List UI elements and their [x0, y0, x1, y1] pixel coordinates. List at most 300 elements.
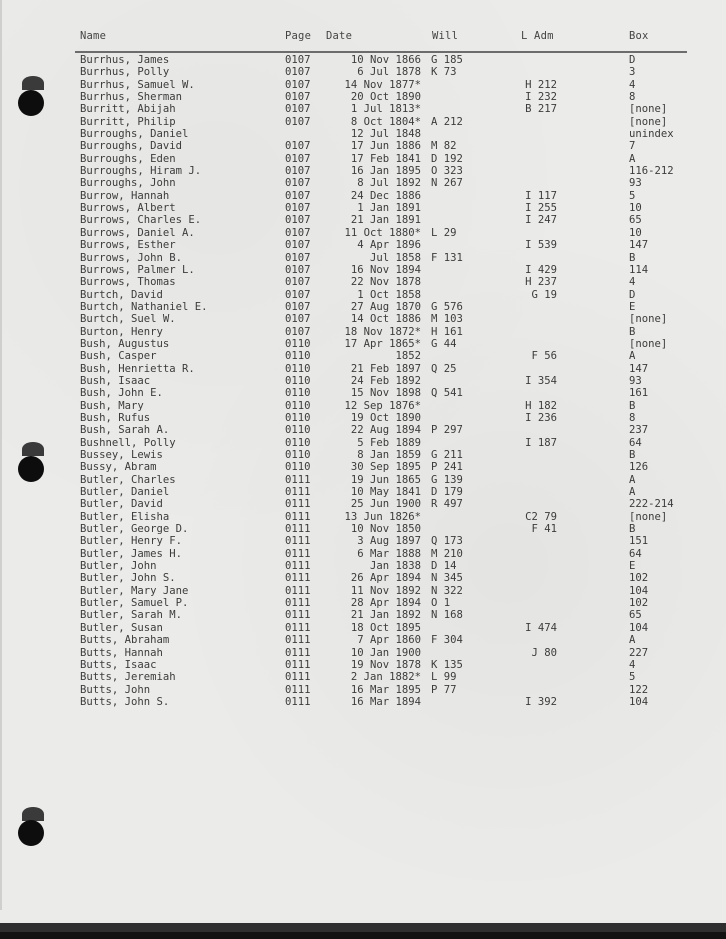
punch-hole-icon — [18, 90, 44, 116]
table-row — [80, 140, 700, 152]
cell-name: Bush, Mary — [80, 399, 144, 412]
cell-date: 11 Oct 1880* — [344, 226, 421, 239]
cell-box: 4 — [629, 78, 636, 91]
cell-date: 30 Sep 1895 — [350, 461, 421, 474]
cell-box: E — [629, 300, 636, 313]
cell-box: 65 — [629, 609, 642, 622]
cell-box: 147 — [629, 362, 649, 375]
cell-will: N 345 — [431, 572, 463, 585]
table-row — [80, 424, 700, 436]
cell-l-adm: G 19 — [531, 288, 557, 301]
cell-box: 4 — [629, 276, 636, 289]
table-row — [80, 289, 700, 301]
cell-date: 21 Feb 1897 — [350, 362, 421, 375]
cell-box: D — [629, 54, 636, 66]
table-row — [80, 572, 700, 584]
cell-page: 0111 — [285, 560, 311, 573]
cell-box: 10 — [629, 202, 642, 215]
cell-date: 19 Oct 1890 — [350, 411, 421, 424]
cell-will: G 44 — [431, 337, 457, 350]
cell-l-adm: I 429 — [525, 263, 557, 276]
cell-l-adm: I 187 — [525, 436, 557, 449]
table-row — [80, 597, 700, 609]
cell-page: 0110 — [285, 461, 311, 474]
cell-date: 14 Oct 1886 — [350, 313, 421, 326]
cell-name: Butler, Daniel — [80, 486, 170, 499]
cell-page: 0107 — [285, 325, 311, 338]
cell-will: M 103 — [431, 313, 463, 326]
cell-l-adm: I 392 — [525, 695, 557, 708]
cell-name: Burtch, David — [80, 288, 163, 301]
cell-name: Bussy, Abram — [80, 461, 157, 474]
cell-box: A — [629, 473, 636, 486]
cell-page: 0107 — [285, 263, 311, 276]
cell-page: 0111 — [285, 609, 311, 622]
cell-page: 0110 — [285, 424, 311, 437]
cell-name: Bush, Isaac — [80, 374, 151, 387]
cell-will: K 135 — [431, 658, 463, 671]
table-row — [80, 585, 700, 597]
cell-l-adm: I 354 — [525, 374, 557, 387]
table-row — [80, 548, 700, 560]
cell-date: 16 Jan 1895 — [350, 165, 421, 178]
cell-page: 0110 — [285, 362, 311, 375]
cell-will: G 576 — [431, 300, 463, 313]
bottom-edge-shadow — [0, 923, 726, 932]
column-header-date: Date — [326, 30, 353, 42]
cell-box: 93 — [629, 177, 642, 190]
cell-will: D 14 — [431, 560, 457, 573]
cell-l-adm: J 80 — [531, 646, 557, 659]
cell-date: 8 Jan 1859 — [357, 449, 421, 461]
cell-name: Butler, Mary Jane — [80, 584, 189, 597]
cell-box: 151 — [629, 535, 649, 548]
cell-page: 0111 — [285, 473, 311, 486]
cell-page: 0111 — [285, 510, 311, 523]
cell-l-adm: F 41 — [531, 523, 557, 536]
cell-page: 0107 — [285, 78, 311, 91]
cell-l-adm: I 247 — [525, 214, 557, 227]
table-row — [80, 412, 700, 424]
table-row — [80, 276, 700, 288]
cell-box: 122 — [629, 683, 649, 696]
cell-box: 64 — [629, 547, 642, 560]
cell-date: 12 Jul 1848 — [350, 128, 421, 141]
cell-will: O 1 — [431, 597, 451, 610]
cell-name: Butler, Charles — [80, 473, 176, 486]
cell-will: G 211 — [431, 449, 463, 461]
cell-date: 21 Jan 1892 — [350, 609, 421, 622]
cell-box: B — [629, 325, 636, 338]
table-row — [80, 177, 700, 189]
cell-date: 8 Jul 1892 — [357, 177, 421, 190]
cell-page: 0110 — [285, 350, 311, 363]
cell-name: Burrows, Charles E. — [80, 214, 202, 227]
cell-name: Burrhus, Samuel W. — [80, 78, 195, 91]
cell-page: 0107 — [285, 152, 311, 165]
table-row — [80, 659, 700, 671]
cell-name: Bush, Rufus — [80, 411, 151, 424]
punch-hole-shadow-icon — [22, 807, 44, 821]
cell-name: Burroughs, David — [80, 140, 183, 153]
cell-date: 3 Aug 1897 — [357, 535, 421, 548]
cell-page: 0111 — [285, 572, 311, 585]
cell-box: [none] — [629, 313, 668, 326]
cell-page: 0110 — [285, 387, 311, 400]
cell-box: 65 — [629, 214, 642, 227]
cell-will: K 73 — [431, 66, 457, 79]
table-row — [80, 202, 700, 214]
cell-page: 0111 — [285, 523, 311, 536]
cell-box: [none] — [629, 337, 668, 350]
table-row — [80, 264, 700, 276]
page-edge — [0, 0, 2, 910]
table-row — [80, 622, 700, 634]
cell-name: Burroughs, Daniel — [80, 128, 189, 141]
table-row — [80, 79, 700, 91]
cell-box: 64 — [629, 436, 642, 449]
cell-date: 18 Oct 1895 — [350, 621, 421, 634]
cell-page: 0107 — [285, 165, 311, 178]
cell-name: Burrhus, Sherman — [80, 91, 183, 104]
header-rule — [75, 51, 687, 53]
cell-name: Burroughs, Hiram J. — [80, 165, 202, 178]
cell-date: 10 May 1841 — [350, 486, 421, 499]
cell-date: 24 Dec 1886 — [350, 189, 421, 202]
table-row — [80, 338, 700, 350]
cell-will: P 297 — [431, 424, 463, 437]
cell-page: 0111 — [285, 535, 311, 548]
cell-page: 0107 — [285, 189, 311, 202]
cell-page: 0111 — [285, 486, 311, 499]
cell-page: 0107 — [285, 313, 311, 326]
cell-date: 6 Mar 1888 — [357, 547, 421, 560]
cell-page: 0111 — [285, 683, 311, 696]
cell-box: 104 — [629, 584, 649, 597]
table-row — [80, 449, 700, 461]
cell-will: G 139 — [431, 473, 463, 486]
cell-page: 0110 — [285, 411, 311, 424]
cell-name: Burrows, Palmer L. — [80, 263, 195, 276]
cell-page: 0107 — [285, 276, 311, 289]
cell-date: 19 Jun 1865 — [350, 473, 421, 486]
cell-date: 24 Feb 1892 — [350, 374, 421, 387]
cell-box: 7 — [629, 140, 636, 153]
cell-box: A — [629, 634, 636, 647]
table-header — [80, 30, 686, 44]
cell-box: 4 — [629, 658, 636, 671]
cell-date: 1 Jul 1813* — [350, 103, 421, 116]
cell-page: 0111 — [285, 621, 311, 634]
column-header-will: Will — [432, 30, 459, 42]
cell-box: 8 — [629, 411, 636, 424]
table-row — [80, 190, 700, 202]
cell-box: [none] — [629, 115, 668, 128]
cell-l-adm: I 474 — [525, 621, 557, 634]
cell-date: 17 Feb 1841 — [350, 152, 421, 165]
cell-box: B — [629, 251, 636, 264]
cell-box: 104 — [629, 695, 649, 708]
table-row — [80, 474, 700, 486]
cell-name: Burton, Henry — [80, 325, 163, 338]
cell-name: Bush, Sarah A. — [80, 424, 170, 437]
cell-date: 12 Sep 1876* — [344, 399, 421, 412]
table-row — [80, 560, 700, 572]
cell-page: 0107 — [285, 103, 311, 116]
cell-l-adm: I 236 — [525, 411, 557, 424]
table-row — [80, 511, 700, 523]
table-row — [80, 66, 700, 78]
cell-name: Burrows, Albert — [80, 202, 176, 215]
table-body — [80, 54, 700, 708]
cell-date: 2 Jan 1882* — [350, 671, 421, 684]
cell-page: 0107 — [285, 140, 311, 153]
cell-box: 5 — [629, 671, 636, 684]
cell-will: L 29 — [431, 226, 457, 239]
cell-date: 13 Jun 1826* — [344, 510, 421, 523]
cell-name: Burtch, Suel W. — [80, 313, 176, 326]
cell-name: Butts, Abraham — [80, 634, 170, 647]
cell-date: 27 Aug 1870 — [350, 300, 421, 313]
cell-name: Butts, John — [80, 683, 151, 696]
cell-will: M 210 — [431, 547, 463, 560]
cell-box: 102 — [629, 572, 649, 585]
cell-box: 5 — [629, 189, 636, 202]
table-row — [80, 313, 700, 325]
cell-name: Burroughs, John — [80, 177, 176, 190]
punch-hole-shadow-icon — [22, 76, 44, 90]
cell-page: 0110 — [285, 436, 311, 449]
cell-will: R 497 — [431, 498, 463, 511]
cell-name: Bushnell, Polly — [80, 436, 176, 449]
cell-will: M 82 — [431, 140, 457, 153]
cell-box: 3 — [629, 66, 636, 79]
table-row — [80, 153, 700, 165]
cell-l-adm: I 232 — [525, 91, 557, 104]
table-row — [80, 634, 700, 646]
table-row — [80, 671, 700, 683]
cell-page: 0111 — [285, 498, 311, 511]
cell-page: 0107 — [285, 214, 311, 227]
cell-name: Butler, David — [80, 498, 163, 511]
cell-date: 10 Nov 1866 — [350, 54, 421, 66]
cell-date: 22 Aug 1894 — [350, 424, 421, 437]
cell-box: A — [629, 350, 636, 363]
cell-name: Butts, John S. — [80, 695, 170, 708]
cell-page: 0111 — [285, 597, 311, 610]
cell-date: 28 Apr 1894 — [350, 597, 421, 610]
cell-date: 16 Mar 1895 — [350, 683, 421, 696]
cell-date: 19 Nov 1878 — [350, 658, 421, 671]
cell-page: 0107 — [285, 91, 311, 104]
cell-page: 0111 — [285, 634, 311, 647]
cell-box: B — [629, 523, 636, 536]
cell-box: 116-212 — [629, 165, 674, 178]
cell-page: 0107 — [285, 177, 311, 190]
cell-page: 0107 — [285, 288, 311, 301]
cell-page: 0107 — [285, 251, 311, 264]
cell-page: 0107 — [285, 239, 311, 252]
cell-date: 8 Oct 1804* — [350, 115, 421, 128]
cell-box: 104 — [629, 621, 649, 634]
cell-will: F 304 — [431, 634, 463, 647]
cell-box: B — [629, 449, 636, 461]
cell-date: Jan 1838 — [369, 560, 421, 573]
table-row — [80, 387, 700, 399]
cell-page: 0107 — [285, 202, 311, 215]
cell-l-adm: I 255 — [525, 202, 557, 215]
cell-date: 10 Nov 1850 — [350, 523, 421, 536]
column-header-box: Box — [629, 30, 649, 42]
cell-page: 0111 — [285, 671, 311, 684]
cell-date: 14 Nov 1877* — [344, 78, 421, 91]
table-row — [80, 239, 700, 251]
cell-date: 6 Jul 1878 — [357, 66, 421, 79]
cell-name: Burtch, Nathaniel E. — [80, 300, 208, 313]
cell-date: 25 Jun 1900 — [350, 498, 421, 511]
cell-date: 16 Mar 1894 — [350, 695, 421, 708]
cell-page: 0111 — [285, 584, 311, 597]
cell-name: Bush, Henrietta R. — [80, 362, 195, 375]
scan-bottom-border — [0, 932, 726, 939]
cell-date: Jul 1858 — [369, 251, 421, 264]
cell-page: 0107 — [285, 54, 311, 66]
table-row — [80, 326, 700, 338]
table-row — [80, 647, 700, 659]
cell-date: 17 Apr 1865* — [344, 337, 421, 350]
table-row — [80, 684, 700, 696]
cell-will: O 323 — [431, 165, 463, 178]
table-row — [80, 350, 700, 362]
cell-name: Bush, John E. — [80, 387, 163, 400]
cell-will: P 241 — [431, 461, 463, 474]
cell-name: Butler, Samuel P. — [80, 597, 189, 610]
cell-box: 237 — [629, 424, 649, 437]
table-row — [80, 535, 700, 547]
punch-hole-shadow-icon — [22, 442, 44, 456]
cell-will: H 161 — [431, 325, 463, 338]
cell-box: 8 — [629, 91, 636, 104]
cell-will: N 267 — [431, 177, 463, 190]
table-row — [80, 54, 700, 66]
cell-box: E — [629, 560, 636, 573]
cell-page: 0110 — [285, 337, 311, 350]
cell-box: unindex — [629, 128, 674, 141]
cell-l-adm: I 539 — [525, 239, 557, 252]
cell-name: Butts, Isaac — [80, 658, 157, 671]
table-row — [80, 128, 700, 140]
cell-name: Bush, Casper — [80, 350, 157, 363]
cell-date: 15 Nov 1898 — [350, 387, 421, 400]
cell-name: Butler, Susan — [80, 621, 163, 634]
cell-box: A — [629, 486, 636, 499]
cell-box: A — [629, 152, 636, 165]
cell-name: Butts, Hannah — [80, 646, 163, 659]
table-row — [80, 91, 700, 103]
cell-name: Burrhus, Polly — [80, 66, 170, 79]
cell-l-adm: B 217 — [525, 103, 557, 116]
cell-name: Burritt, Philip — [80, 115, 176, 128]
cell-name: Burrows, Esther — [80, 239, 176, 252]
cell-page: 0110 — [285, 449, 311, 461]
cell-page: 0111 — [285, 658, 311, 671]
cell-page: 0107 — [285, 300, 311, 313]
table-row — [80, 165, 700, 177]
cell-box: 93 — [629, 374, 642, 387]
table-row — [80, 486, 700, 498]
cell-page: 0107 — [285, 115, 311, 128]
cell-box: [none] — [629, 103, 668, 116]
cell-will: Q 173 — [431, 535, 463, 548]
table-row — [80, 523, 700, 535]
table-row — [80, 437, 700, 449]
cell-box: 126 — [629, 461, 649, 474]
cell-page: 0107 — [285, 226, 311, 239]
cell-name: Butler, Sarah M. — [80, 609, 183, 622]
table-row — [80, 461, 700, 473]
table-row — [80, 609, 700, 621]
cell-name: Bussey, Lewis — [80, 449, 163, 461]
cell-will: P 77 — [431, 683, 457, 696]
table-row — [80, 375, 700, 387]
cell-will: Q 541 — [431, 387, 463, 400]
cell-name: Butler, James H. — [80, 547, 183, 560]
cell-name: Burrows, John B. — [80, 251, 183, 264]
cell-l-adm: H 182 — [525, 399, 557, 412]
cell-l-adm: H 212 — [525, 78, 557, 91]
cell-date: 11 Nov 1892 — [350, 584, 421, 597]
cell-date: 21 Jan 1891 — [350, 214, 421, 227]
cell-will: G 185 — [431, 54, 463, 66]
cell-name: Butler, Henry F. — [80, 535, 183, 548]
cell-box: 222-214 — [629, 498, 674, 511]
cell-name: Burritt, Abijah — [80, 103, 176, 116]
table-row — [80, 301, 700, 313]
cell-will: N 168 — [431, 609, 463, 622]
column-header-page: Page — [285, 30, 312, 42]
cell-name: Burrows, Thomas — [80, 276, 176, 289]
cell-box: D — [629, 288, 636, 301]
cell-box: B — [629, 399, 636, 412]
cell-box: 10 — [629, 226, 642, 239]
table-row — [80, 103, 700, 115]
cell-box: 114 — [629, 263, 649, 276]
table-row — [80, 363, 700, 375]
column-header-l-adm: L Adm — [521, 30, 554, 42]
cell-name: Butler, John S. — [80, 572, 176, 585]
cell-will: L 99 — [431, 671, 457, 684]
cell-will: F 131 — [431, 251, 463, 264]
cell-l-adm: I 117 — [525, 189, 557, 202]
cell-date: 17 Jun 1886 — [350, 140, 421, 153]
cell-will: A 212 — [431, 115, 463, 128]
cell-page: 0111 — [285, 646, 311, 659]
punch-hole-icon — [18, 456, 44, 482]
cell-box: 102 — [629, 597, 649, 610]
cell-will: D 192 — [431, 152, 463, 165]
cell-will: D 179 — [431, 486, 463, 499]
cell-page: 0110 — [285, 374, 311, 387]
cell-name: Burroughs, Eden — [80, 152, 176, 165]
cell-box: 147 — [629, 239, 649, 252]
punch-hole-icon — [18, 820, 44, 846]
table-row — [80, 400, 700, 412]
cell-will: Q 25 — [431, 362, 457, 375]
cell-date: 1 Jan 1891 — [357, 202, 421, 215]
cell-page: 0111 — [285, 547, 311, 560]
cell-page: 0107 — [285, 66, 311, 79]
cell-name: Burrow, Hannah — [80, 189, 170, 202]
